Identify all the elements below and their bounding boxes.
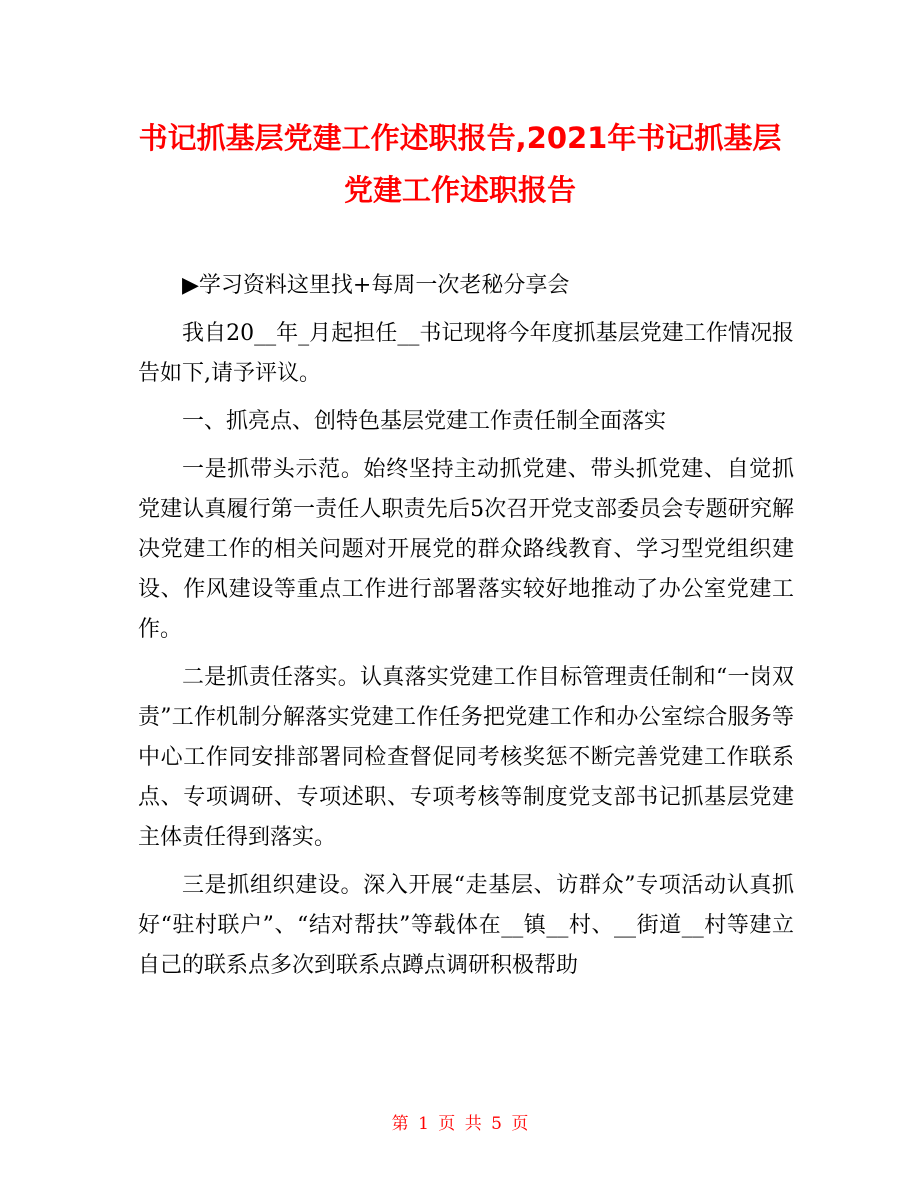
document-title: 书记抓基层党建工作述职报告,2021年书记抓基层党建工作述职报告 — [138, 121, 782, 207]
paragraph-point-one: 一是抓带头示范。始终坚持主动抓党建、带头抓党建、自觉抓党建认真履行第一责任人职责先后5次召开党支部委员会专题研究解决党建工作的相关问题对开展党的群众路线教育、学习型党组织建设、作风建设等重点工作进行部署落实较好地推动了办公室党建工作。 — [138, 457, 794, 642]
paragraph-section-heading: 一、抓亮点、创特色基层党建工作责任制全面落实 — [182, 409, 667, 434]
document-body — [138, 266, 794, 994]
paragraph-intro: 我自20__年_月起担任__书记现将今年度抓基层党建工作情况报告如下,请予评议。 — [138, 321, 794, 386]
paragraph-point-two: 二是抓责任落实。认真落实党建工作目标管理责任制和“一岗双责”工作机制分解落实党建工作任务把党建工作和办公室综合服务等中心工作同安排部署同检查督促同考核奖惩不断完善党建工作联系点、专项调研、专项述职、专项考核等制度党支部书记抓基层党建主体责任得到落实。 — [138, 665, 794, 850]
page-number-footer: 第 1 页 共 5 页 — [391, 1114, 529, 1134]
paragraph-study-link: ▶学习资料这里找+每周一次老秘分享会 — [182, 273, 570, 298]
paragraph-point-three: 三是抓组织建设。深入开展“走基层、访群众”专项活动认真抓好“驻村联户”、“结对帮扶”等载体在__镇__村、__街道__村等建立自己的联系点多次到联系点蹲点调研积极帮助 — [138, 873, 794, 978]
